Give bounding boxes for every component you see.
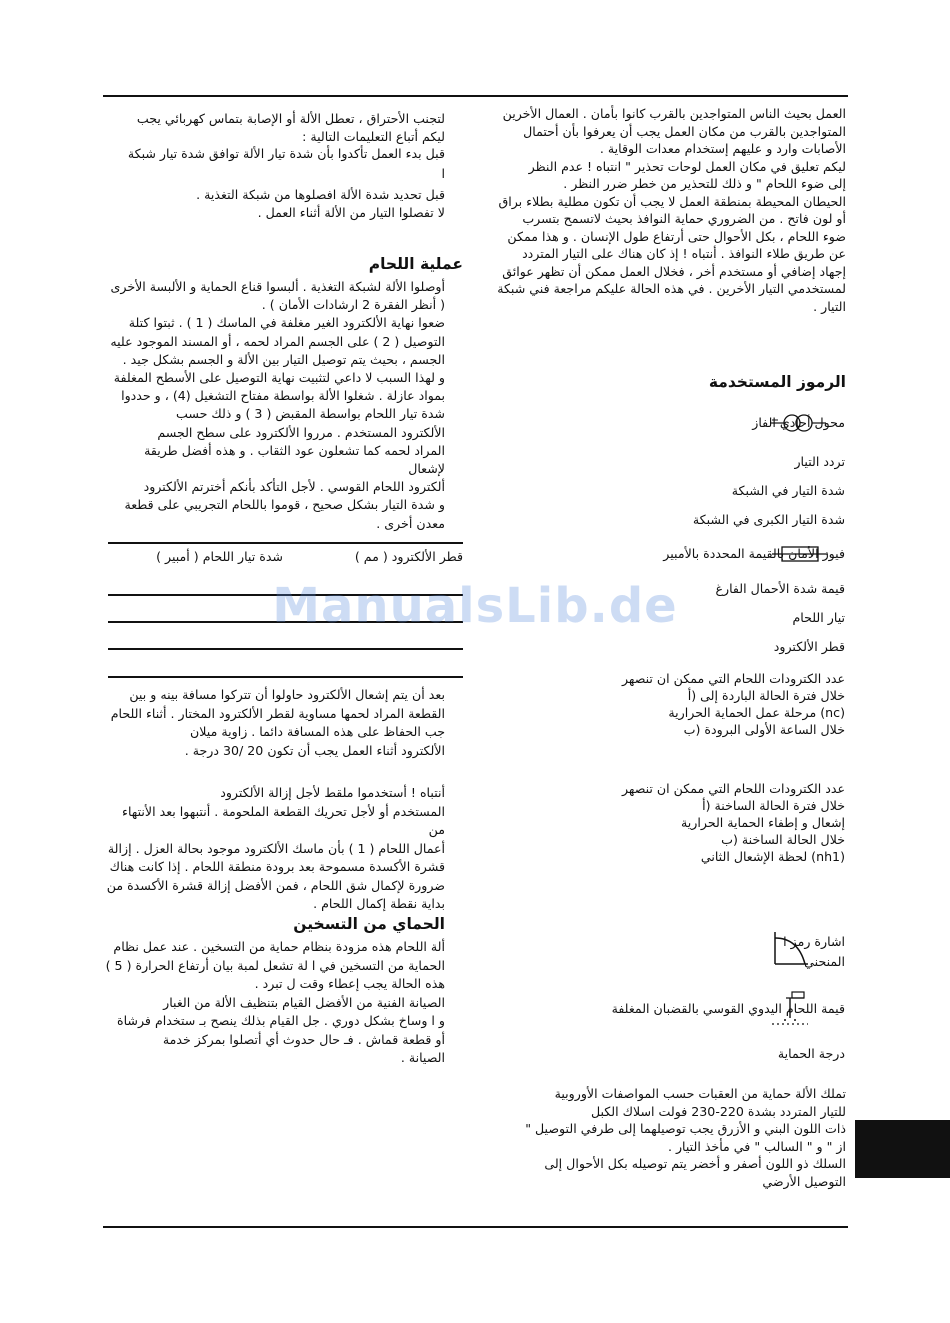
- symbol-no-load-voltage: قيمة شدة الأحمال الفارغ: [715, 581, 845, 596]
- top-rule: [103, 95, 848, 97]
- symbol-fuse: فيوز الأمان بالقيمة المحددة بالأمبير: [663, 546, 845, 561]
- fuse-icon: [770, 545, 830, 563]
- left-intro: لتجنب الأحتراق ، تعطل الألة أو الإصابة بتماس كهربائي يجب ليكم أتباع التعليمات التالية : قبل بدء العمل تأكدوا بأن شدة تيار الألة توافق شدة تيار شبكة ا قبل تحديد شدة الألة افصلوها من شبكة التغذية . لا تفصلوا التيار من الألة أثناء العمل .: [127, 111, 445, 220]
- table-header-diameter: قطر الألكترود ( مم ): [354, 549, 463, 564]
- right-closing: تملك الألة حماية من العقبات حسب المواصفات الأوروبية للتيار المتردد بشدة 220-230 فولت اسلاك الكبل ذات اللون البني و الأزرق يجب توصيلهما إلى طرفي التوصيل " از " و " السالب " في مأخذ التيار . السلك ذو اللون أصفر و أخضر يتم توصيله بكل الأحوال إلى التوصيل الأرضي: [525, 1086, 846, 1189]
- symbol-transformer: محول أحادي الفاز: [752, 415, 845, 430]
- right-intro: العمل بحيث الناس المتواجدين بالقرب كانوا بأمان . العمال الأخرين المتواجدين بالقرب من مكان العمل يجب أن يعرفوا بأن أحتمال الأصابات وارد و عليهم إستخدام معدات الوقاية . ليكم تعليق في مكان العمل لوحات تحذير " انتباه ! عدم النظر إلى ضوء اللحام " و ذلك للتحذير من خطر ضرر النظر . الحيطان المحيطة بمنطقة العمل لا يجب أن تكون مطلية بطلاء براق أو لون فاتح . من الضروري حماية النوافذ بحيث لاتسمح بتسرب ضوء اللحام ، بكل الأحوال حتى أرتفاع طول الإنسان . و هذا ممكن عن طريق طلاء النوافذ . أنتباه ! إذ كان هناك على التيار المتردد إجهاد إضافي أو مستخدم أخر ، فخلال العمل ممكن أن تظهر عوائق لمستخدمي التيار الأخرين . في هذه الحالة عليكم مراجعة فني شبكة التيار .: [497, 106, 846, 314]
- table-row-rule: [108, 648, 463, 650]
- symbol-curve: اشارة رمز ا المنحني: [783, 934, 845, 969]
- thermal-paragraph: ألة اللحام هذه مزودة بنظام حماية من التسخين . عند عمل نظام الحماية من التسخين في ا لة تشعل لمبة بيان أرتفاع الحرارة ( 5 ) هذه الحالة يجب إعطاء وقت ل تبرد . الصيانة الفنية من الأفضل القيام بتنظيف الألة من الغبار و ا وساخ بشكل دوري . جل القيام بذلك ينصح بـ ستخدام فرشاة أو قطعة قماش . فـ حال حدوث أي أتصلوا بمركز خدمة الصيانة .: [105, 939, 445, 1065]
- symbol-mma: قيمة اللحام اليدوي القوسي بالقضبان المغلفة: [611, 1001, 845, 1016]
- table-header-current: شدة تيار اللحام ( أمبير ): [156, 549, 283, 564]
- welding-heading: عملية اللحام: [368, 255, 463, 273]
- attention-paragraph: أنتباه ! أستخدموا ملقط لأجل إزالة الألكترود المستخدم أو لأجل تحريك القطعة الملحومة . أنتبهوا بعد الأنتهاء من أعمال اللحام ( 1 ) بأن ماسك الألكترود موجود بحالة العزل . إزالة قشرة الأكسدة مسموحة بعد برودة منطقة اللحام . إذا كانت هناك ضرورة لإكمال شق اللحام ، فمن الأفضل إزالة قشرة الأكسدة من بداية نقطة إكمال اللحام .: [106, 785, 445, 911]
- symbol-electrodes-cold: عدد الكترودات اللحام التي ممكن ان تنصهر خلال فترة الحالة الباردة إلى (أ (nc) مرحلة عمل الحماية الحرارية خلال الساعة الأولى البرودة (ب: [621, 671, 845, 737]
- thermal-heading: الحماي من التسخين: [293, 915, 445, 933]
- falling-curve-icon: [772, 930, 812, 968]
- transformer-icon: [768, 412, 830, 434]
- after-table-paragraph: بعد أن يتم إشعال الألكترود حاولوا أن تتركوا مسافة بينه و بين القطعة المراد لحمها مساوية لقطر الألكترود المختار . أثناء اللحام جب الحفاظ على هذه المسافة دائما . زاوية ميلان الألكترود أثناء العمل يجب أن تكون 20 /30 درجة .: [110, 687, 445, 758]
- symbol-frequency: تردد التيار: [794, 454, 845, 469]
- symbols-heading: الرموز المستخدمة: [708, 373, 846, 391]
- table-bottom-rule: [108, 676, 463, 678]
- symbol-electrode-diameter: قطر الألكترود: [773, 639, 845, 654]
- symbol-electrodes-hot: عدد الكترودات اللحام التي ممكن ان تنصهر خلال فترة الحالة الساخنة (أ إشعال و إطفاء الحماية الحرارية خلال الحالة الساخنة (ب (nh1) لحظة الإشعال الثاني: [621, 781, 845, 864]
- symbol-welding-current: تيار اللحام: [792, 610, 845, 625]
- symbol-max-mains-current: شدة التيار الكبرى في الشبكة: [692, 512, 845, 527]
- symbol-mains-current: شدة التيار في الشبكة: [731, 483, 845, 498]
- welding-paragraph: أوصلوا الألة لشبكة التغذية . ألبسوا قناع الحماية و الألبسة الأخرى ( أنظر الفقرة 2 ارشادات الأمان ) . ضعوا نهاية الألكترود الغير مغلفة في الماسك ( 1 ) . ثبتوا كتلة التوصيل ( 2 ) على الجسم المراد لحمه ، أو المسند الموجود عليه الجسم ، بحيث يتم توصيل التيار بين الألة و الجسم بشكل جيد . و لهذا السبب لا داعي لتثبيت نهاية التوصيل على الأسطح المغلفة بمواد عازلة . شغلوا الألة بواسطة مفتاح التشغيل (4) ، و حددوا شدة تيار اللحام بواسطة المقبض ( 3 ) و ذلك حسب الألكترود المستخدم . مرروا الألكترود على سطح الجسم المراد لحمه كما تشعلون عود الثقاب . و هذه أفضل طريقة لإشعال ألكترود اللحام القوسي . لأجل التأكد بأنكم أخترتم الألكترود و شدة التيار بشكل صحيح ، قوموا باللحام التجريبي على قطعة معدن أخرى .: [110, 279, 445, 531]
- table-top-rule: [108, 542, 463, 544]
- bottom-rule: [103, 1226, 848, 1228]
- section-tab: [855, 1120, 950, 1178]
- mma-welding-icon: [770, 990, 810, 1028]
- symbol-protection-degree: درجة الحماية: [777, 1046, 845, 1061]
- watermark: ManualsLib.de: [272, 578, 678, 634]
